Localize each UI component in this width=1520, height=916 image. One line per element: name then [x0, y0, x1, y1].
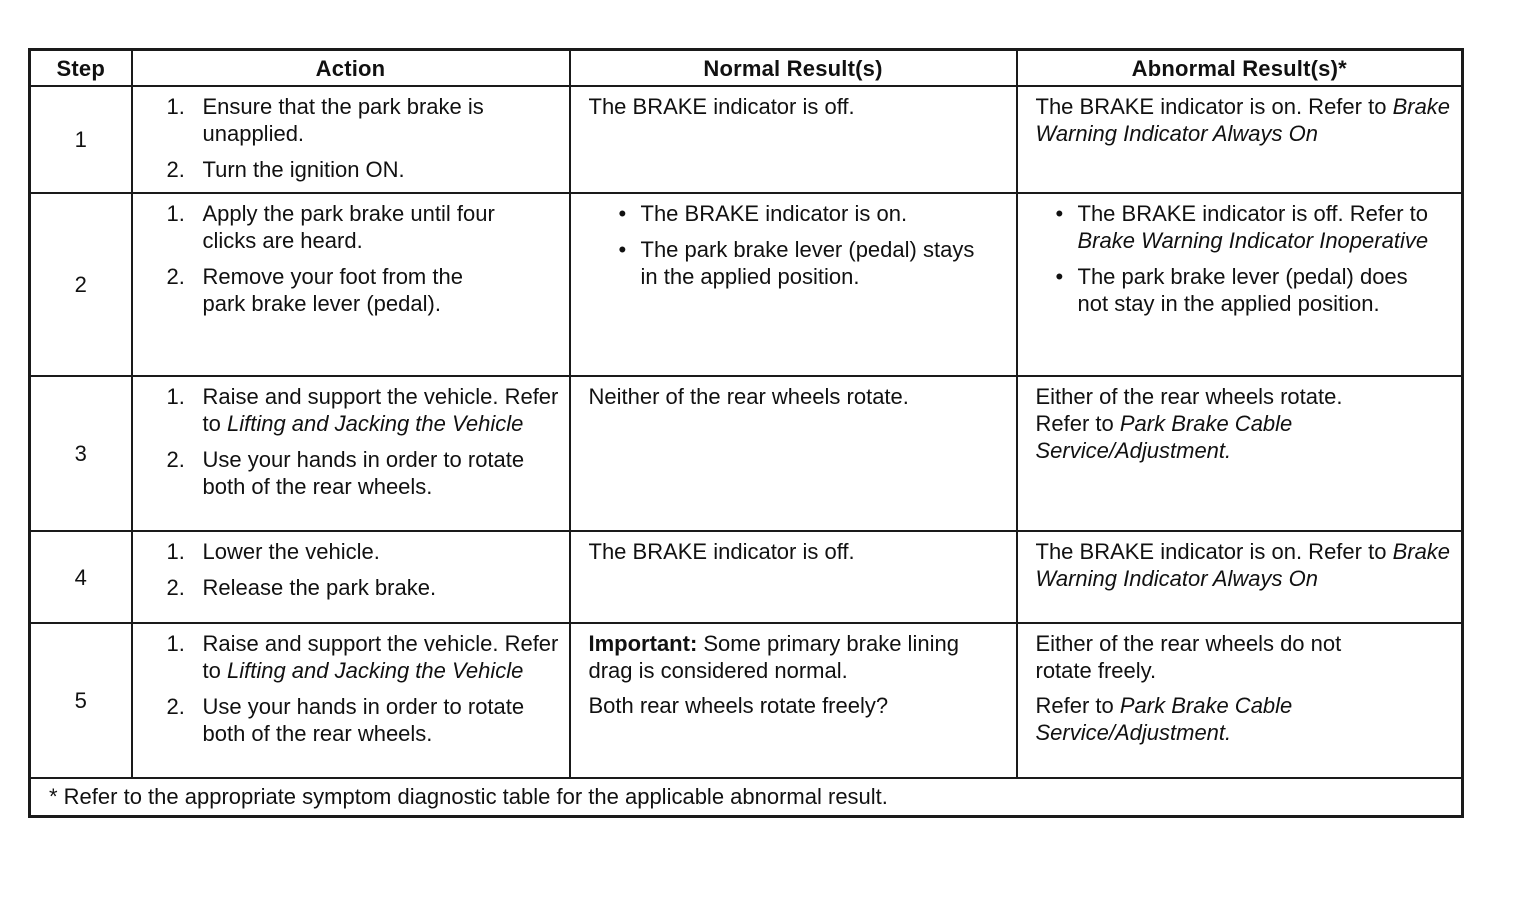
step-index: 1.	[166, 631, 185, 656]
step-number: 2	[30, 193, 132, 376]
table-header	[30, 50, 1463, 87]
action-step	[167, 200, 561, 254]
action-step	[167, 574, 561, 601]
action-step	[167, 446, 561, 500]
reference-link[interactable]: Lifting and Jacking the Vehicle	[226, 658, 524, 683]
reference-link[interactable]: Brake Warning Indicator Always On	[1035, 539, 1451, 591]
abnormal-result-cell	[1017, 623, 1463, 778]
table-row	[30, 376, 1463, 531]
footnote-row	[30, 778, 1463, 817]
action-cell	[132, 86, 570, 193]
reference-link[interactable]: Park Brake Cable Service/Adjustment.	[1035, 693, 1293, 745]
abnormal-reference	[1036, 692, 1402, 746]
normal-result-text: The BRAKE indicator is off.	[588, 539, 855, 564]
footnote: * Refer to the appropriate symptom diagnostic table for the applicable abnormal result.	[30, 778, 1463, 817]
reference-link[interactable]: Lifting and Jacking the Vehicle	[226, 411, 524, 436]
list-item	[615, 200, 1008, 227]
action-cell	[132, 531, 570, 623]
abnormal-result-text: The BRAKE indicator is off. Refer to	[1077, 201, 1429, 226]
important-text: Some primary brake lining drag is considered normal.	[588, 631, 959, 683]
list-item	[1052, 263, 1454, 317]
abnormal-result-list	[1052, 200, 1454, 317]
step-index: 2.	[166, 447, 185, 472]
abnormal-result-text: Either of the rear wheels rotate. Refer to	[1035, 384, 1343, 436]
bullet-icon: •	[1055, 264, 1064, 289]
reference-link[interactable]: Park Brake Cable Service/Adjustment.	[1035, 411, 1293, 463]
reference-link[interactable]: Brake Warning Indicator Inoperative	[1077, 228, 1429, 253]
abnormal-result-cell	[1017, 531, 1463, 623]
normal-result-list	[615, 200, 1008, 290]
step-index: 1.	[166, 384, 185, 409]
normal-result-cell	[570, 623, 1017, 778]
bullet-icon: •	[618, 237, 627, 262]
action-step	[167, 693, 561, 747]
action-cell	[132, 376, 570, 531]
step-text: Use your hands in order to rotate both of the rear wheels.	[202, 694, 525, 746]
step-index: 1.	[166, 201, 185, 226]
bullet-icon: •	[1055, 201, 1064, 226]
abnormal-result-text: The BRAKE indicator is on. Refer to	[1035, 539, 1393, 564]
abnormal-result-text: The park brake lever (pedal) does not stay in the applied position.	[1077, 264, 1408, 316]
header-abnormal-results: Abnormal Result(s)*	[1017, 50, 1463, 87]
normal-result-cell	[570, 531, 1017, 623]
important-note	[589, 630, 1006, 684]
table-body	[30, 86, 1463, 817]
abnormal-result-cell	[1017, 86, 1463, 193]
step-number: 5	[30, 623, 132, 778]
action-step	[167, 156, 561, 183]
action-step	[167, 93, 561, 147]
abnormal-result-text: The BRAKE indicator is on. Refer to	[1035, 94, 1393, 119]
action-steps	[167, 383, 561, 500]
diagnostic-table	[28, 48, 1464, 818]
step-text: Use your hands in order to rotate both of the rear wheels.	[202, 447, 525, 499]
step-index: 2.	[166, 694, 185, 719]
abnormal-result-cell	[1017, 376, 1463, 531]
header-row	[30, 50, 1463, 87]
step-index: 1.	[166, 94, 185, 119]
list-item	[1052, 200, 1454, 254]
action-step	[167, 538, 561, 565]
important-label: Important:	[588, 631, 698, 656]
step-text: Remove your foot from the park brake lever (pedal).	[202, 264, 463, 316]
abnormal-result-text: Refer to	[1035, 693, 1120, 718]
action-step	[167, 263, 561, 317]
step-index: 2.	[166, 264, 185, 289]
list-item	[615, 236, 1008, 290]
step-text: Lower the vehicle.	[202, 539, 380, 564]
table-row	[30, 623, 1463, 778]
step-number: 3	[30, 376, 132, 531]
normal-result-text: The BRAKE indicator is off.	[588, 94, 855, 119]
step-text: Apply the park brake until four clicks are heard.	[202, 201, 495, 253]
result-question: Both rear wheels rotate freely?	[588, 693, 889, 718]
header-action: Action	[132, 50, 570, 87]
reference-link[interactable]: Brake Warning Indicator Always On	[1035, 94, 1451, 146]
normal-result-text: The park brake lever (pedal) stays in the applied position.	[640, 237, 975, 289]
table-row	[30, 531, 1463, 623]
header-step: Step	[30, 50, 132, 87]
step-text: Ensure that the park brake is unapplied.	[202, 94, 484, 146]
action-steps	[167, 93, 561, 183]
action-cell	[132, 623, 570, 778]
normal-result-cell	[570, 86, 1017, 193]
header-normal-results: Normal Result(s)	[570, 50, 1017, 87]
bullet-icon: •	[618, 201, 627, 226]
step-number: 4	[30, 531, 132, 623]
step-text: Release the park brake.	[202, 575, 437, 600]
step-number: 1	[30, 86, 132, 193]
step-text: Turn the ignition ON.	[202, 157, 405, 182]
action-steps	[167, 630, 561, 747]
abnormal-result-cell	[1017, 193, 1463, 376]
action-steps	[167, 538, 561, 601]
action-step	[167, 630, 561, 684]
table-row	[30, 86, 1463, 193]
step-index: 1.	[166, 539, 185, 564]
step-index: 2.	[166, 575, 185, 600]
step-text: Raise and support the vehicle. Refer to	[202, 384, 559, 436]
table-row	[30, 193, 1463, 376]
abnormal-result-text: Either of the rear wheels do not rotate freely.	[1035, 631, 1342, 683]
normal-result-text: The BRAKE indicator is on.	[640, 201, 908, 226]
normal-result-cell	[570, 376, 1017, 531]
step-text: Raise and support the vehicle. Refer to	[202, 631, 559, 683]
normal-result-cell	[570, 193, 1017, 376]
action-step	[167, 383, 561, 437]
action-cell	[132, 193, 570, 376]
normal-result-text: Neither of the rear wheels rotate.	[588, 384, 909, 409]
action-steps	[167, 200, 561, 317]
step-index: 2.	[166, 157, 185, 182]
